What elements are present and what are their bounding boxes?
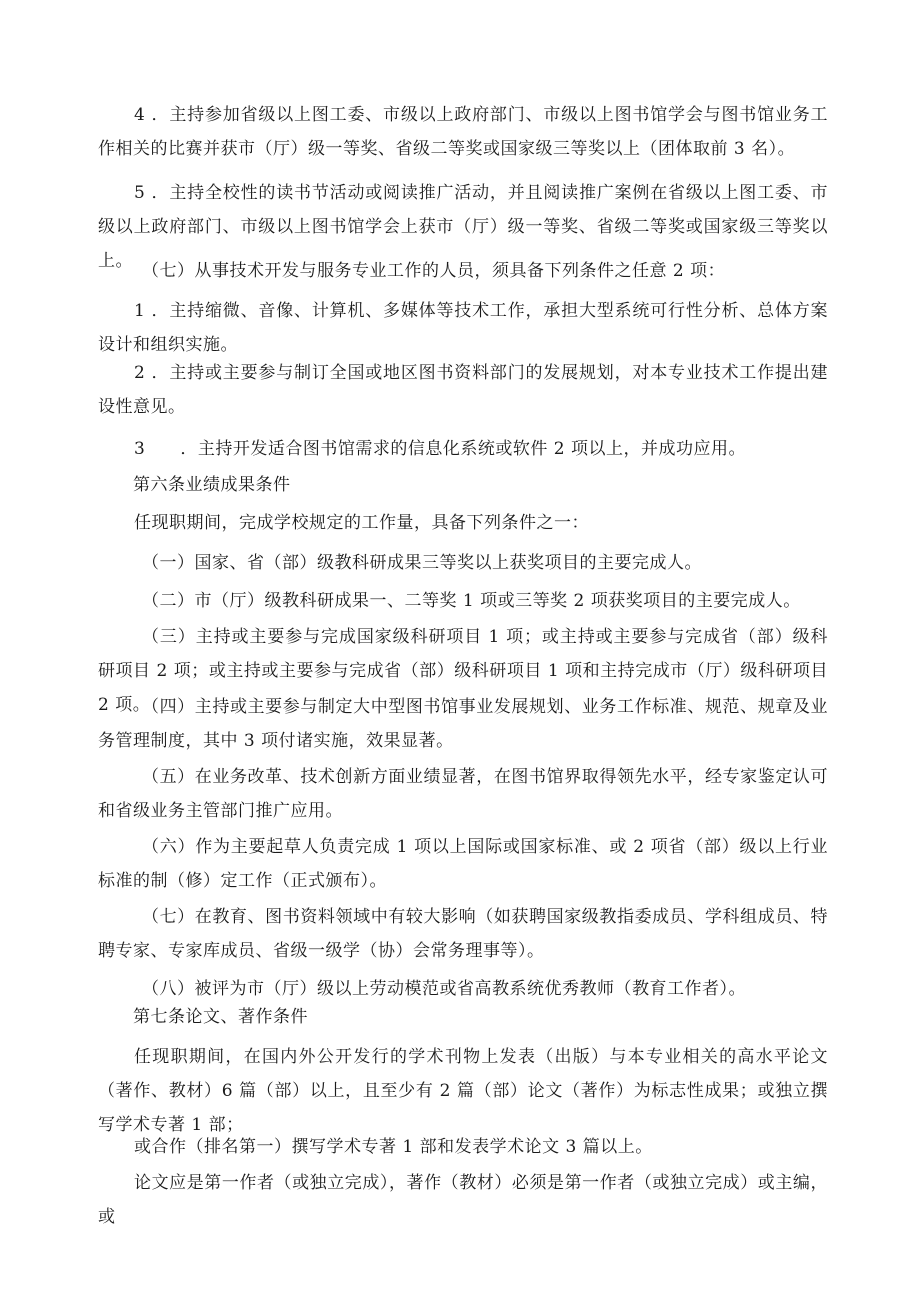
- paragraph-tech-item-1: 1 ．主持缩微、音像、计算机、多媒体等技术工作，承担大型系统可行性分析、总体方案设计和组织实施。: [98, 301, 828, 355]
- paragraph-article-7-coauthor: 或合作（排名第一）撰写学术专著 1 部和发表学术论文 3 篇以上。: [134, 1137, 653, 1157]
- paragraph-tech-item-3: 3 ．主持开发适合图书馆需求的信息化系统或软件 2 项以上，并成功应用。: [134, 439, 746, 459]
- paragraph-achievement-6: （六）作为主要起草人负责完成 1 项以上国际或国家标准、或 2 项省（部）级以上行业标准的制（修）定工作（正式颁布）。: [98, 837, 828, 891]
- article-6-heading: 第六条业绩成果条件: [133, 475, 291, 495]
- paragraph-achievement-1: （一）国家、省（部）级教科研成果三等奖以上获奖项目的主要完成人。: [142, 553, 702, 573]
- paragraph-tech-item-2: 2 ．主持或主要参与制订全国或地区图书资料部门的发展规划，对本专业技术工作提出建设性意见。: [98, 363, 828, 417]
- paragraph-section-7-intro: （七）从事技术开发与服务专业工作的人员，须具备下列条件之任意 2 项：: [142, 261, 726, 281]
- article-7-heading: 第七条论文、著作条件: [133, 1007, 308, 1027]
- paragraph-item-4: 4 ．主持参加省级以上图工委、市级以上政府部门、市级以上图书馆学会与图书馆业务工作相关的比赛并获市（厅）级一等奖、省级二等奖或国家级三等奖以上（团体取前 3 名）。: [98, 105, 828, 159]
- paragraph-article-6-intro: 任现职期间，完成学校规定的工作量，具备下列条件之一：: [134, 513, 589, 533]
- paragraph-article-7-authorship: 论文应是第一作者（或独立完成），著作（教材）必须是第一作者（或独立完成）或主编，或: [98, 1173, 828, 1227]
- paragraph-article-7-intro: 任现职期间，在国内外公开发行的学术刊物上发表（出版）与本专业相关的高水平论文（著作、教材）6 篇（部）以上，且至少有 2 篇（部）论文（著作）为标志性成果；或独立撰写学术专著 1 部；: [98, 1047, 828, 1135]
- paragraph-achievement-5: （五）在业务改革、技术创新方面业绩显著，在图书馆界取得领先水平，经专家鉴定认可和省级业务主管部门推广应用。: [98, 767, 828, 821]
- paragraph-item-5: 5 ．主持全校性的读书节活动或阅读推广活动，并且阅读推广案例在省级以上图工委、市级以上政府部门、市级以上图书馆学会上获市（厅）级一等奖、省级二等奖或国家级三等奖以上。: [98, 183, 828, 271]
- paragraph-achievement-3: （三）主持或主要参与完成国家级科研项目 1 项；或主持或主要参与完成省（部）级科研项目 2 项；或主持或主要参与完成省（部）级科研项目 1 项和主持完成市（厅）级科研项目 2 项。: [98, 627, 828, 715]
- paragraph-achievement-8: （八）被评为市（厅）级以上劳动模范或省高教系统优秀教师（教育工作者）。: [142, 979, 746, 999]
- paragraph-achievement-2: （二）市（厅）级教科研成果一、二等奖 1 项或三等奖 2 项获奖项目的主要完成人。: [142, 591, 801, 611]
- paragraph-achievement-4: （四）主持或主要参与制定大中型图书馆事业发展规划、业务工作标准、规范、规章及业务管理制度，其中 3 项付诸实施，效果显著。: [98, 697, 828, 751]
- paragraph-achievement-7: （七）在教育、图书资料领域中有较大影响（如获聘国家级教指委成员、学科组成员、特聘专家、专家库成员、省级一级学（协）会常务理事等）。: [98, 907, 828, 961]
